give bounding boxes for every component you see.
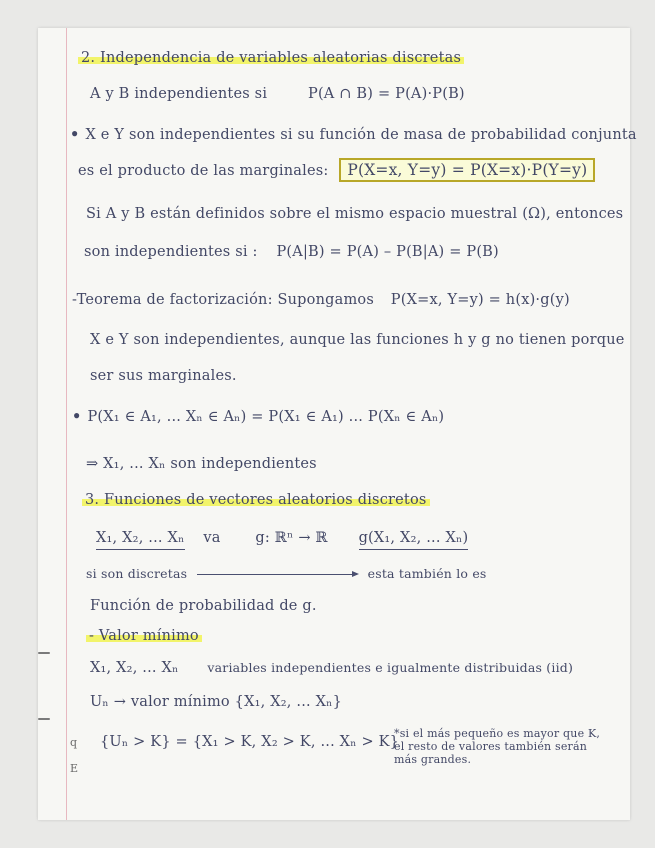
implies-row: [86, 456, 317, 472]
implies-text: ⇒ X₁, ... Xₙ son independientes: [86, 456, 317, 472]
min-def: Uₙ → valor mínimo {X₁, X₂, ... Xₙ}: [90, 694, 343, 710]
independence-formula: P(A ∩ B) = P(A)·P(B): [307, 86, 465, 102]
section-3-title-text: 3. Funciones de vectores aleatorios discretos: [82, 492, 430, 508]
independence-row: [90, 86, 465, 102]
min-event: {Uₙ > K} = {X₁ > K, X₂ > K, ... Xₙ > K}: [100, 734, 400, 750]
product-row: [72, 408, 444, 425]
factorization-row: [72, 292, 570, 308]
factorization-line-3: [90, 368, 237, 384]
edge-dash: [38, 718, 50, 720]
bullet-icon: •: [72, 408, 82, 425]
section-2-title: [78, 50, 464, 66]
section-2-title-text: 2. Independencia de variables aleatorias discretas: [78, 50, 464, 66]
right-arrow-icon: [197, 574, 357, 575]
xy-line-1: [70, 126, 637, 143]
function-row: [96, 530, 468, 546]
xy-line-2: [78, 158, 595, 182]
va-vars: X₁, X₂, ... Xₙ: [96, 530, 185, 550]
prob-function-text: Función de probabilidad de g.: [90, 598, 317, 614]
g-expression: g(X₁, X₂, ... Xₙ): [359, 530, 469, 550]
factorization-formula: P(X=x, Y=y) = h(x)·g(y): [390, 292, 570, 308]
prob-function-row: [90, 598, 317, 614]
iid-text: variables independientes e igualmente distribuidas (iid): [207, 660, 574, 675]
section-3-title: [82, 492, 430, 508]
va-label: va: [203, 530, 221, 546]
iid-row: [90, 660, 573, 676]
bullet-icon: •: [70, 126, 80, 143]
edge-mark: E: [70, 762, 79, 775]
note-text: *si el más pequeño es mayor que K, el resto de valores también serán más grandes.: [394, 727, 601, 767]
same-space-line: [86, 206, 623, 222]
xy-line-1-text: X e Y son independientes si su función de masa de probabilidad conjunta: [85, 127, 637, 143]
min-def-row: [90, 694, 342, 710]
discrete-row: [86, 566, 487, 581]
factorization-line-2-text: X e Y son independientes, aunque las funciones h y g no tienen porque: [90, 332, 625, 348]
conditional-row: [84, 244, 499, 260]
min-event-row: [100, 734, 399, 750]
factorization-line-2: [90, 332, 625, 348]
conditional-label: son independientes si :: [84, 244, 258, 260]
independence-label: A y B independientes si: [90, 86, 268, 102]
edge-dash: [38, 652, 50, 654]
iid-vars: X₁, X₂, ... Xₙ: [90, 660, 179, 676]
discrete-left: si son discretas: [86, 566, 188, 581]
product-formula: P(X₁ ∈ A₁, ... Xₙ ∈ Aₙ) = P(X₁ ∈ A₁) ... P(Xₙ ∈ Aₙ): [87, 409, 445, 425]
joint-product-formula: P(X=x, Y=y) = P(X=x)·P(Y=y): [339, 158, 595, 182]
edge-mark: q: [70, 736, 78, 749]
discrete-right: esta también lo es: [367, 566, 487, 581]
factorization-label: -Teorema de factorización: Supongamos: [72, 292, 374, 308]
conditional-formula: P(A|B) = P(A) – P(B|A) = P(B): [276, 244, 499, 260]
xy-line-2-text: es el producto de las marginales:: [78, 163, 329, 179]
g-map: g: ℝⁿ → ℝ: [255, 530, 328, 546]
min-title: - Valor mínimo: [86, 628, 202, 644]
min-title-row: [86, 628, 202, 644]
margin-line: [66, 28, 67, 820]
same-space-text: Si A y B están definidos sobre el mismo espacio muestral (Ω), entonces: [86, 206, 624, 222]
factorization-line-3-text: ser sus marginales.: [90, 368, 237, 384]
